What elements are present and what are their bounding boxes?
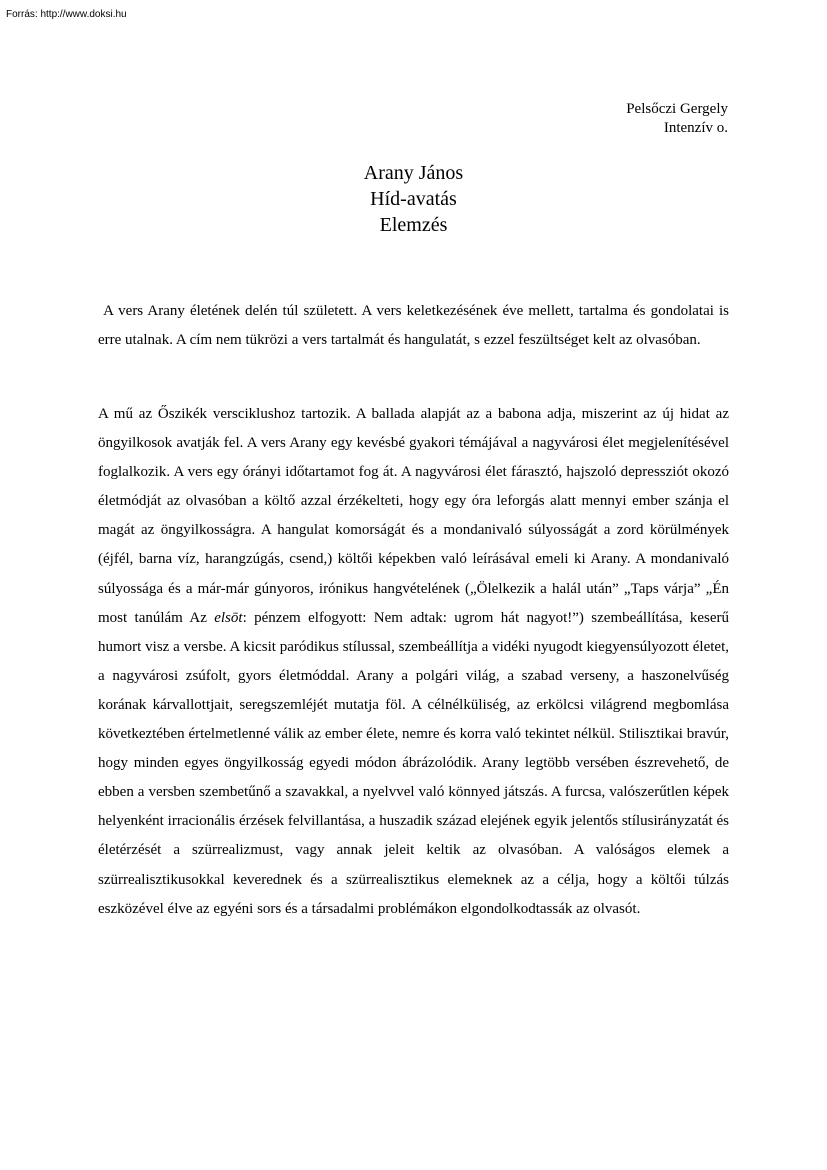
source-note: Forrás: http://www.doksi.hu: [6, 9, 127, 20]
title-author: Arany János: [363, 162, 464, 184]
author-block: [626, 100, 728, 138]
paragraph-analysis-part-a: A mű az Őszikék versciklushoz tartozik. A ballada alapját az a babona adja, miszerint az új hidat az öngyilkosok avatják fel. A vers Arany egy kevésbé gyakori témájával a nagyvárosi élet megjelenítésével foglalkozik. A vers egy órányi időtartamot fog át. A nagyvárosi élet fárasztó, hajszoló depressziót okozó életmódját az olvasóban a költő azzal érzékelteti, hogy egy óra leforgás alatt mennyi ember szánja el magát az öngyilkosságra. A hangulat komorságát és a mondanivaló súlyosságát a zord körülmények (éjfél, barna víz, harangzúgás, csend,) költői képekben való leírásával emeli ki Arany. A mondanivaló súlyossága és a már-már gúnyoros, irónikus hangvételének („Ölelkezik a halál után” „Taps várja” „Én most tanúlám Az: [98, 406, 729, 626]
paragraph-analysis-part-b: : pénzem elfogyott: Nem adtak: ugrom hát nagyot!”) szembeállítása, keserű humort visz a versbe. A kicsit paródikus stílussal, szembeállítja a vidéki nyugodt kiegyensúlyozott életet, a nagyvárosi zsúfolt, gyors életmóddal. Arany a polgári világ, a szabad verseny, a haszonelvűség korának kárvallottjait, seregszemléjét mutatja föl. A célnélküliség, az erkölcsi világrend megbomlása következtében értelmetlenné válik az ember élete, nemre és korra való tekintet nélkül. Stilisztikai bravúr, hogy minden egyes öngyilkosság egyedi módon ábrázolódik. Arany legtöbb versében észrevehető, de ebben a versben szembetűnő a szavakkal, a nyelvvel való könnyed játszás. A furcsa, valószerűtlen képek helyenként irracionális érzések felvillantása, a huszadik század elejének egyik jelentős stílusirányzatát és életérzését a szürrealizmust, vagy annak jeleit keltik az olvasóban. A valóságos elemek a szürrealisztikusokkal keverednek és a szürrealisztikus elemeknek az a célja, hogy a költői túlzás eszközével élve az egyéni sors és a társadalmi problémákon elgondolkodtassák az olvasót.: [98, 609, 729, 917]
paragraph-intro: A vers Arany életének delén túl született. A vers keletkezésének éve mellett, tartalma és gondolatai is erre utalnak. A cím nem tükrözi a vers tartalmát és hangulatát, s ezzel feszültséget kelt az olvasóban.: [98, 303, 729, 349]
title-type: Elemzés: [379, 214, 448, 236]
title-poem: Híd-avatás: [370, 188, 457, 210]
author-name: Pelsőczi Gergely: [626, 101, 728, 117]
paragraph-analysis: [98, 400, 729, 924]
author-class: Intenzív o.: [663, 120, 728, 136]
paragraph-analysis-emphasis: elsōt: [214, 609, 243, 626]
document-title: [0, 160, 827, 238]
